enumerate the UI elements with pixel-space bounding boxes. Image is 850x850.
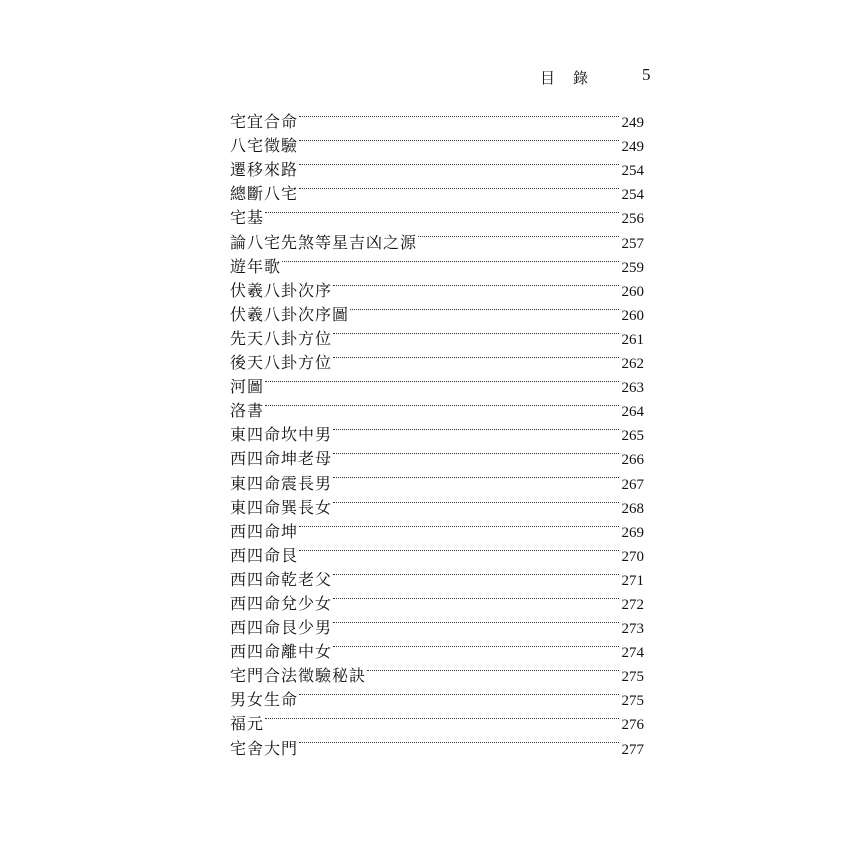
toc-entry-page: 254 — [621, 163, 644, 180]
toc-entry-page: 257 — [621, 235, 644, 252]
running-head-title: 目錄 — [540, 69, 607, 87]
dot-leader — [265, 199, 619, 223]
toc-entry[interactable] — [230, 561, 644, 589]
dot-leader — [333, 633, 619, 657]
dot-leader — [299, 729, 619, 753]
toc-entry-title: 論八宅先煞等星吉凶之源 — [230, 232, 418, 252]
toc-entry-page: 273 — [621, 621, 644, 638]
toc-entry-title: 宅舍大門 — [230, 738, 299, 758]
toc-entry-title: 西四命艮少男 — [230, 618, 333, 638]
toc-entry-page: 260 — [621, 307, 644, 324]
toc-entry[interactable] — [230, 440, 644, 469]
toc-entry-page: 260 — [621, 283, 644, 300]
dot-leader — [299, 151, 619, 175]
toc-entry[interactable] — [230, 729, 644, 758]
toc-entry-page: 262 — [621, 356, 644, 373]
dot-leader — [333, 440, 619, 464]
dot-leader — [333, 585, 619, 609]
toc-entry[interactable] — [230, 344, 644, 373]
toc-entry-title: 西四命坤老母 — [230, 449, 333, 469]
toc-entry-title: 西四命離中女 — [230, 642, 333, 662]
toc-entry[interactable] — [230, 681, 644, 710]
toc-entry-page: 249 — [621, 115, 644, 132]
dot-leader — [299, 127, 619, 151]
toc-entry[interactable] — [230, 296, 644, 324]
toc-entry-page: 267 — [621, 476, 644, 493]
toc-entry-title: 伏羲八卦次序圖 — [230, 304, 350, 324]
toc-entry-title: 總斷八宅 — [230, 184, 299, 204]
toc-entry-page: 263 — [621, 380, 644, 397]
toc-entry[interactable] — [230, 151, 644, 180]
toc-entry[interactable] — [230, 175, 644, 204]
dot-leader — [299, 103, 619, 127]
toc-entry-title: 西四命坤 — [230, 521, 299, 541]
toc-entry-title: 宅門合法徵驗秘訣 — [230, 666, 367, 686]
toc-entry[interactable] — [230, 657, 644, 686]
toc-entry-title: 東四命坎中男 — [230, 425, 333, 445]
dot-leader — [265, 705, 619, 729]
toc-entry-title: 男女生命 — [230, 690, 299, 710]
toc-entry-title: 遷移來路 — [230, 160, 299, 180]
toc-entry-page: 272 — [621, 596, 644, 613]
toc-entry[interactable] — [230, 585, 644, 613]
toc-entry-page: 261 — [621, 331, 644, 348]
toc-entry-title: 西四命兌少女 — [230, 593, 333, 613]
toc-entry-page: 275 — [621, 693, 644, 710]
dot-leader — [282, 248, 619, 272]
dot-leader — [265, 392, 619, 416]
dot-leader — [333, 464, 619, 488]
running-head — [540, 62, 660, 90]
dot-leader — [333, 320, 619, 344]
dot-leader — [367, 657, 619, 681]
dot-leader — [333, 344, 619, 368]
dot-leader — [350, 296, 619, 320]
toc-entry-title: 宅基 — [230, 208, 265, 228]
table-of-contents — [230, 103, 644, 758]
dot-leader — [299, 513, 619, 537]
toc-entry-page: 271 — [621, 572, 644, 589]
toc-entry-title: 福元 — [230, 714, 265, 734]
toc-entry[interactable] — [230, 272, 644, 300]
toc-entry-title: 洛書 — [230, 401, 265, 421]
toc-entry[interactable] — [230, 609, 644, 638]
toc-entry-page: 266 — [621, 452, 644, 469]
toc-entry-page: 276 — [621, 717, 644, 734]
toc-entry-title: 東四命震長男 — [230, 473, 333, 493]
toc-entry-title: 八宅徵驗 — [230, 136, 299, 156]
toc-entry-page: 275 — [621, 669, 644, 686]
toc-entry[interactable] — [230, 392, 644, 421]
toc-entry-page: 270 — [621, 548, 644, 565]
dot-leader — [333, 561, 619, 585]
toc-entry-title: 先天八卦方位 — [230, 328, 333, 348]
dot-leader — [299, 537, 619, 561]
toc-entry[interactable] — [230, 248, 644, 276]
dot-leader — [299, 175, 619, 199]
toc-entry-page: 264 — [621, 404, 644, 421]
toc-entry[interactable] — [230, 320, 644, 348]
toc-entry[interactable] — [230, 705, 644, 734]
toc-entry-page: 256 — [621, 211, 644, 228]
toc-entry[interactable] — [230, 489, 644, 517]
dot-leader — [333, 272, 619, 296]
toc-entry[interactable] — [230, 368, 644, 397]
toc-entry-page: 277 — [621, 741, 644, 758]
toc-entry-page: 254 — [621, 187, 644, 204]
toc-entry-page: 259 — [621, 259, 644, 276]
toc-entry[interactable] — [230, 199, 644, 228]
toc-entry-title: 東四命巽長女 — [230, 497, 333, 517]
toc-entry[interactable] — [230, 537, 644, 565]
dot-leader — [333, 489, 619, 513]
toc-entry[interactable] — [230, 127, 644, 156]
page-number: 5 — [642, 65, 651, 84]
toc-entry-title: 西四命乾老父 — [230, 569, 333, 589]
dot-leader — [333, 609, 619, 633]
dot-leader — [333, 416, 619, 440]
toc-entry-title: 伏羲八卦次序 — [230, 280, 333, 300]
toc-entry-title: 宅宜合命 — [230, 112, 299, 132]
toc-entry[interactable] — [230, 223, 644, 252]
toc-entry[interactable] — [230, 513, 644, 541]
toc-entry-title: 河圖 — [230, 377, 265, 397]
dot-leader — [299, 681, 619, 705]
toc-entry[interactable] — [230, 633, 644, 662]
toc-entry-page: 268 — [621, 500, 644, 517]
toc-entry-page: 269 — [621, 524, 644, 541]
dot-leader — [265, 368, 619, 392]
toc-entry-page: 265 — [621, 428, 644, 445]
toc-entry-page: 274 — [621, 645, 644, 662]
toc-entry-title: 後天八卦方位 — [230, 353, 333, 373]
toc-entry-title: 遊年歌 — [230, 256, 282, 276]
toc-entry-title: 西四命艮 — [230, 545, 299, 565]
dot-leader — [418, 223, 619, 247]
toc-entry[interactable] — [230, 464, 644, 493]
toc-entry-page: 249 — [621, 139, 644, 156]
toc-entry[interactable] — [230, 416, 644, 445]
toc-entry[interactable] — [230, 103, 644, 132]
